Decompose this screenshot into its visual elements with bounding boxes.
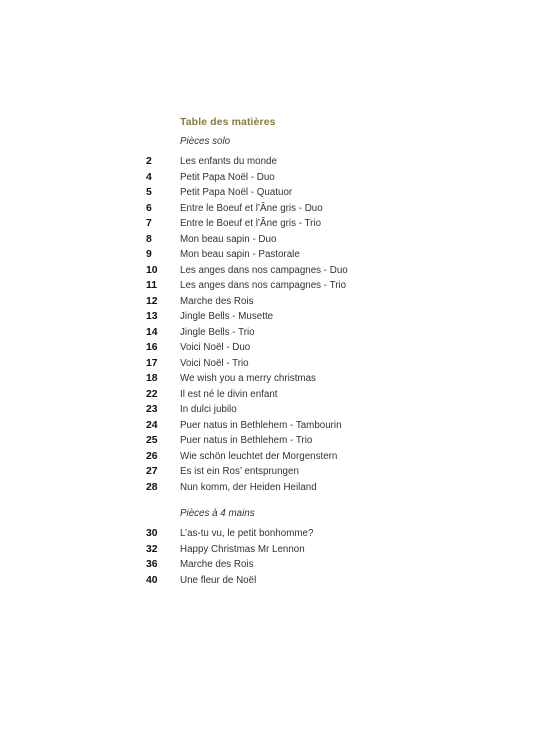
- piece-title: Jingle Bells - Musette: [180, 311, 274, 322]
- piece-title: Happy Christmas Mr Lennon: [180, 543, 305, 555]
- toc-entry: [146, 402, 486, 418]
- page-number: 23: [146, 404, 158, 415]
- piece-title: Marche des Rois: [180, 295, 254, 307]
- page-number: 2: [146, 156, 152, 167]
- toc-entry: [146, 542, 486, 558]
- section-title-solo: Pièces solo: [180, 136, 231, 147]
- piece-title: Petit Papa Noël - Quatuor: [180, 187, 293, 198]
- piece-title: Petit Papa Noël - Duo: [180, 171, 275, 183]
- toc-entry: [146, 232, 486, 248]
- page-number: 22: [146, 388, 158, 400]
- piece-title: Voici Noël - Duo: [180, 342, 251, 353]
- table-of-contents: [146, 114, 486, 588]
- piece-title: Entre le Boeuf et l’Âne gris - Duo: [180, 202, 323, 214]
- toc-entry: [146, 418, 486, 434]
- piece-title: In dulci jubilo: [180, 404, 237, 415]
- piece-title: We wish you a merry christmas: [180, 373, 316, 384]
- toc-entry: [146, 170, 486, 186]
- piece-title: Mon beau sapin - Pastorale: [180, 249, 300, 260]
- page-number: 16: [146, 342, 158, 353]
- toc-title: Table des matières: [180, 116, 276, 128]
- page-number: 9: [146, 249, 152, 260]
- page-number: 32: [146, 543, 158, 555]
- toc-entry: [146, 557, 486, 573]
- toc-entry: [146, 480, 486, 496]
- piece-title: Entre le Boeuf et l’Âne gris - Trio: [180, 218, 322, 229]
- page-number: 30: [146, 528, 158, 539]
- piece-title: Es ist ein Ros’ entsprungen: [180, 466, 299, 477]
- piece-title: Il est né le divin enfant: [180, 388, 278, 400]
- toc-entry: [146, 216, 486, 232]
- page-number: 4: [146, 171, 152, 183]
- page-number: 26: [146, 450, 158, 462]
- piece-title: Wie schön leuchtet der Morgenstern: [180, 450, 338, 462]
- page-number: 25: [146, 435, 158, 446]
- piece-title: Une fleur de Noël: [180, 574, 257, 586]
- page-number: 6: [146, 202, 152, 214]
- piece-title: Mon beau sapin - Duo: [180, 233, 277, 245]
- page-number: 8: [146, 233, 152, 245]
- toc-entry: [146, 371, 486, 387]
- toc-entry: [146, 278, 486, 294]
- toc-entry: [146, 433, 486, 449]
- toc-entry: [146, 356, 486, 372]
- toc-entry: [146, 201, 486, 217]
- piece-title: Jingle Bells - Trio: [180, 326, 255, 338]
- page-number: 10: [146, 264, 158, 276]
- toc-entry: [146, 263, 486, 279]
- piece-title: Puer natus in Bethlehem - Trio: [180, 435, 313, 446]
- page-number: 28: [146, 481, 158, 493]
- piece-title: Les enfants du monde: [180, 156, 277, 167]
- page-number: 18: [146, 373, 158, 384]
- page-number: 14: [146, 326, 158, 338]
- toc-entry: [146, 294, 486, 310]
- toc-entry: [146, 464, 486, 480]
- toc-entry: [146, 387, 486, 403]
- page-number: 40: [146, 574, 158, 586]
- toc-entry: [146, 573, 486, 589]
- piece-title: Marche des Rois: [180, 559, 254, 570]
- page-number: 27: [146, 466, 158, 477]
- toc-entry: [146, 247, 486, 263]
- toc-entry: [146, 325, 486, 341]
- piece-title: L’as-tu vu, le petit bonhomme?: [180, 528, 314, 539]
- toc-entry: [146, 154, 486, 170]
- piece-title: Voici Noël - Trio: [180, 357, 249, 369]
- toc-list-solo: [146, 154, 486, 495]
- page-number: 12: [146, 295, 158, 307]
- section-title-four-hands: Pièces à 4 mains: [180, 508, 255, 519]
- page-number: 11: [146, 280, 157, 291]
- piece-title: Les anges dans nos campagnes - Trio: [180, 280, 347, 291]
- page-number: 24: [146, 419, 158, 431]
- piece-title: Les anges dans nos campagnes - Duo: [180, 264, 348, 276]
- toc-entry: [146, 340, 486, 356]
- toc-entry: [146, 185, 486, 201]
- toc-list-four-hands: [146, 526, 486, 588]
- page-number: 13: [146, 311, 158, 322]
- page-number: 17: [146, 357, 158, 369]
- toc-entry: [146, 449, 486, 465]
- page-number: 5: [146, 187, 152, 198]
- piece-title: Puer natus in Bethlehem - Tambourin: [180, 419, 342, 431]
- page-number: 7: [146, 218, 152, 229]
- toc-entry: [146, 526, 486, 542]
- page-number: 36: [146, 559, 158, 570]
- piece-title: Nun komm, der Heiden Heiland: [180, 481, 317, 493]
- toc-entry: [146, 309, 486, 325]
